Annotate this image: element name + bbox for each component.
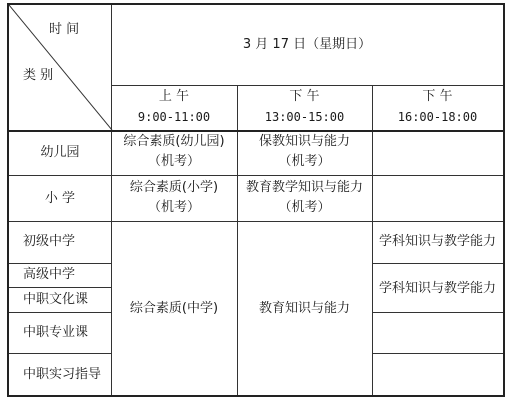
- slot-1-period: 上 午: [158, 89, 190, 104]
- cell-primary-morning-line1: 综合素质(小学): [129, 180, 219, 195]
- cell-primary-afternoon-line1: 教育教学知识与能力: [245, 180, 363, 195]
- cell-middle-morning: 综合素质(中学): [129, 301, 219, 316]
- category-kindergarten: 幼儿园: [40, 145, 80, 160]
- corner-category-label: 类 别: [23, 68, 54, 83]
- row-line-3-left: [9, 263, 111, 264]
- slot-2-period: 下 午: [289, 89, 320, 104]
- cell-kindergarten-morning-line2: （机考）: [147, 154, 200, 169]
- cell-kindergarten-afternoon-line2: （机考）: [278, 154, 331, 169]
- row-line-4-left: [9, 287, 111, 288]
- exam-schedule-table: [7, 3, 505, 397]
- cell-middle-afternoon: 教育知识与能力: [258, 301, 350, 316]
- row-line-1: [9, 175, 503, 176]
- cell-junior-late-afternoon: 学科知识与教学能力: [378, 234, 496, 249]
- slot-1-time: 9:00-11:00: [137, 110, 211, 124]
- row-line-6-right: [372, 353, 503, 354]
- category-vocational-major: 中职专业课: [23, 325, 89, 340]
- cell-primary-afternoon-line2: （机考）: [278, 200, 331, 215]
- category-vocational-culture: 中职文化课: [23, 292, 89, 307]
- slot-3-period: 下 午: [422, 89, 453, 104]
- category-senior-middle: 高级中学: [23, 267, 76, 282]
- cell-primary-morning-line2: （机考）: [147, 200, 200, 215]
- slot-2-time: 13:00-15:00: [264, 110, 345, 124]
- row-line-6-left: [9, 353, 111, 354]
- row-line-3-right: [372, 263, 503, 264]
- category-vocational-practice: 中职实习指导: [23, 367, 102, 382]
- row-line-2: [9, 221, 503, 222]
- corner-time-label: 时 间: [49, 22, 80, 37]
- cell-kindergarten-afternoon-line1: 保教知识与能力: [258, 134, 350, 149]
- date-header: 3 月 17 日（星期日）: [242, 37, 372, 52]
- category-junior-middle: 初级中学: [23, 234, 76, 249]
- row-line-5-left: [9, 312, 111, 313]
- slot-3-time: 16:00-18:00: [397, 110, 478, 124]
- header-bottom-line: [9, 130, 503, 132]
- category-primary: 小 学: [44, 191, 76, 206]
- header-split-line: [111, 85, 503, 86]
- cell-kindergarten-morning-line1: 综合素质(幼儿园): [123, 134, 225, 149]
- cell-senior-late-afternoon: 学科知识与教学能力: [378, 281, 496, 296]
- row-line-5-right: [372, 312, 503, 313]
